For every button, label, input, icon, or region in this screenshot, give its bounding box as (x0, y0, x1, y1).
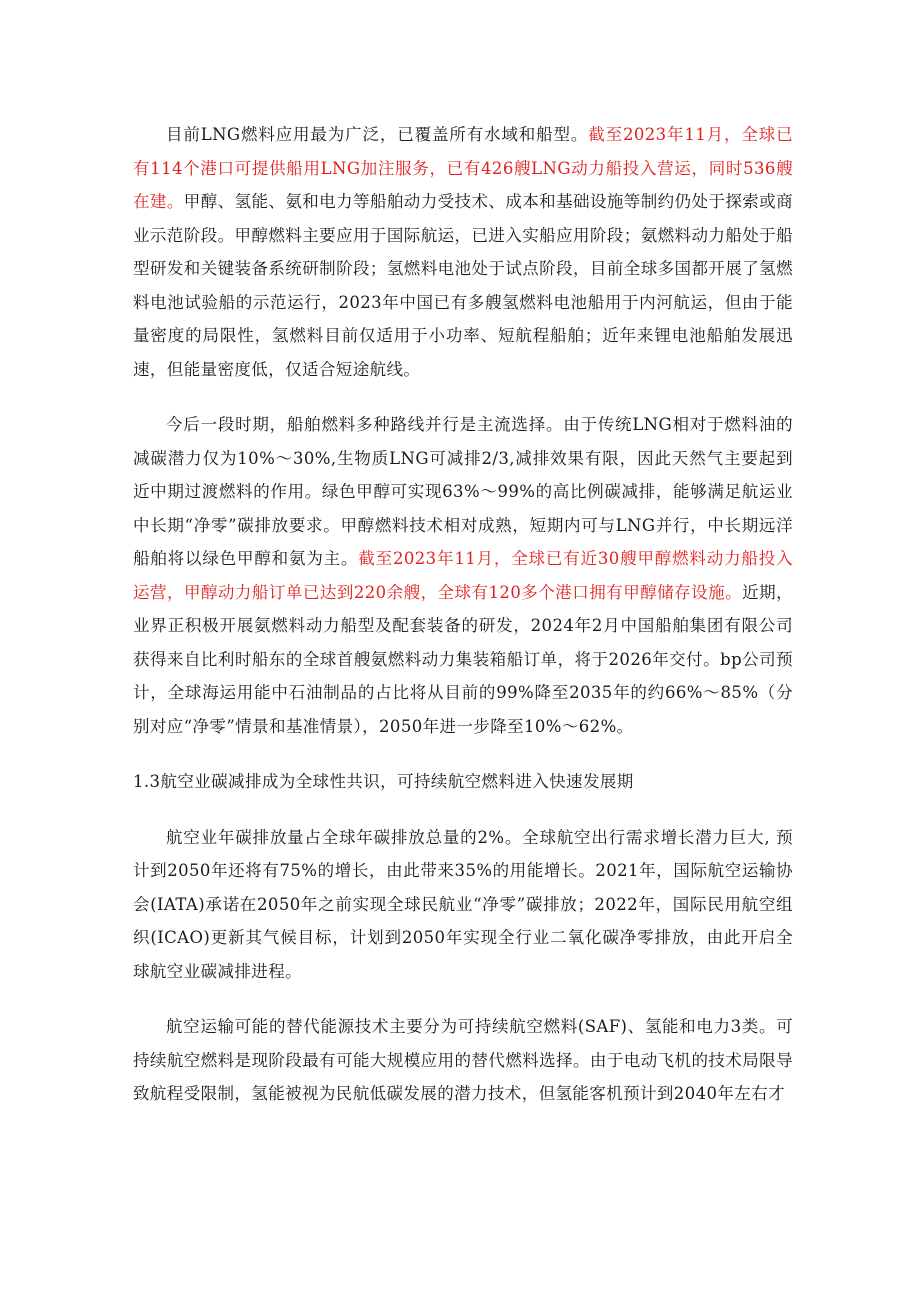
document-page (133, 118, 793, 1111)
text-run: 今后一段时期，船舶燃料多种路线并行是主流选择。由于传统LNG相对于燃料油的减碳潜力仅为10%～30%,生物质LNG可减排2/3,减排效果有限，因此天然气主要起到近中期过渡燃料的作用。绿色甲醇可实现63%～99%的高比例碳减排，能够满足航运业中长期“净零”碳排放要求。甲醇燃料技术相对成熟，短期内可与LNG并行，中长期远洋船舶将以绿色甲醇和氨为主。 (133, 415, 793, 568)
paragraph-fuel-routes (133, 408, 793, 743)
paragraph-lng-status (133, 118, 793, 386)
paragraph-aviation-alternatives: 航空运输可能的替代能源技术主要分为可持续航空燃料(SAF)、氢能和电力3类。可持续航空燃料是现阶段最有可能大规模应用的替代燃料选择。由于电动飞机的技术局限导致航程受限制，氢能被视为民航低碳发展的潜力技术，但氢能客机预计到2040年左右才 (133, 1017, 793, 1103)
paragraph-aviation-emissions: 航空业年碳排放量占全球年碳排放总量的2%。全球航空出行需求增长潜力巨大, 预计到2050年还将有75%的增长，由此带来35%的用能增长。2021年，国际航空运输协会(IATA)承诺在2050年之前实现全球民航业“净零”碳排放；2022年，国际民用航空组织(ICAO)更新其气候目标，计划到2050年实现全行业二氧化碳净零排放，由此开启全球航空业碳减排进程。 (133, 827, 793, 981)
section-heading: 1.3航空业碳减排成为全球性共识，可持续航空燃料进入快速发展期 (133, 772, 634, 791)
highlighted-text: 截至2023年11月，全球已有114个港口可提供船用LNG加注服务，已有426艘LNG动力船投入营运，同时536艘在建。 (133, 125, 793, 211)
highlighted-text: 截至2023年11月，全球已有近30艘甲醇燃料动力船投入运营，甲醇动力船订单已达到220余艘，全球有120多个港口拥有甲醇储存设施。 (133, 549, 793, 602)
text-run: 甲醇、氢能、氨和电力等船舶动力受技术、成本和基础设施等制约仍处于探索或商业示范阶段。甲醇燃料主要应用于国际航运，已进入实船应用阶段；氨燃料动力船处于船型研发和关键装备系统研制阶段；氢燃料电池处于试点阶段，目前全球多国都开展了氢燃料电池试验船的示范运行，2023年中国已有多艘氢燃料电池船用于内河航运，但由于能量密度的局限性，氢燃料目前仅适用于小功率、短航程船舶；近年来锂电池船舶发展迅速，但能量密度低，仅适合短途航线。 (133, 192, 794, 379)
text-run: 目前LNG燃料应用最为广泛，已覆盖所有水域和船型。 (166, 125, 589, 144)
text-run: 近期，业界正积极开展氨燃料动力船型及配套装备的研发，2024年2月中国船舶集团有限公司获得来自比利时船东的全球首艘氨燃料动力集装箱船订单，将于2026年交付。bp公司预计，全球海运用能中石油制品的占比将从目前的99%降至2035年的约66%～85%（分别对应“净零”情景和基准情景），2050年进一步降至10%～62%。 (133, 582, 793, 736)
